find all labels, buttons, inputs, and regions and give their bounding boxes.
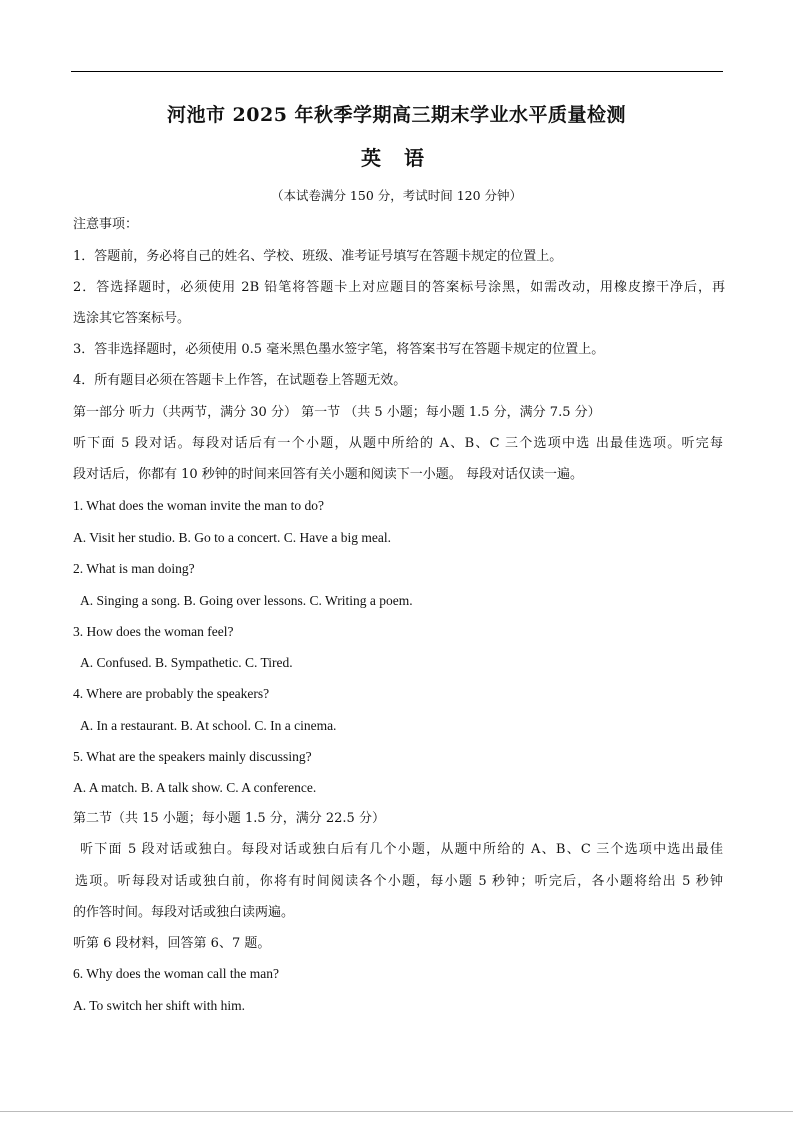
note-item-2-line-1: 2．答选择题时，必须使用 2B 铅笔将答题卡上对应题目的答案标号涂黑，如需改动，用橡皮擦干净后，再 <box>73 280 725 295</box>
part1-instructions-line-2: 段对话后，你都有 10 秒钟的时间来回答有关小题和阅读下一小题。 每段对话仅读一遍。 <box>73 467 583 482</box>
question-1-options: A. Visit her studio. B. Go to a concert. C. Have a big meal. <box>73 530 392 545</box>
question-6-option-a: A. To switch her shift with him. <box>73 998 246 1013</box>
exam-meta: （本试卷满分 150 分，考试时间 120 分钟） <box>270 188 523 203</box>
question-2: 2. What is man doing? <box>73 561 195 576</box>
question-1: 1. What does the woman invite the man to do? <box>73 498 324 513</box>
header-rule <box>71 71 723 72</box>
question-2-options: A. Singing a song. B. Going over lessons. C. Writing a poem. <box>80 593 413 608</box>
section2-instructions-line-3: 的作答时间。每段对话或独白读两遍。 <box>73 905 295 920</box>
question-5-options: A. A match. B. A talk show. C. A conference. <box>73 780 317 795</box>
question-5: 5. What are the speakers mainly discussing? <box>73 749 312 764</box>
note-item-4: 4．所有题目必须在答题卡上作答，在试题卷上答题无效。 <box>73 373 407 388</box>
question-4-options: A. In a restaurant. B. At school. C. In a cinema. <box>80 718 337 733</box>
question-4: 4. Where are probably the speakers? <box>73 686 270 701</box>
part1-heading: 第一部分 听力（共两节，满分 30 分） 第一节 （共 5 小题；每小题 1.5 分，满分 7.5 分） <box>73 405 601 420</box>
section2-instructions-line-2: 选项。听每段对话或独白前，你将有时间阅读各个小题，每小题 5 秒钟；听完后，各小题将给出 5 秒钟 <box>75 874 723 889</box>
subject-title: 英 语 <box>361 146 432 170</box>
section2-heading: 第二节（共 15 小题；每小题 1.5 分，满分 22.5 分） <box>73 811 385 826</box>
exam-title: 河池市 2025 年秋季学期高三期末学业水平质量检测 <box>166 104 627 126</box>
note-item-1: 1．答题前，务必将自己的姓名、学校、班级、准考证号填写在答题卡规定的位置上。 <box>73 249 563 264</box>
note-item-3: 3．答非选择题时，必须使用 0.5 毫米黑色墨水签字笔，将答案书写在答题卡规定的位置上。 <box>73 342 605 357</box>
question-3: 3. How does the woman feel? <box>73 624 234 639</box>
question-6: 6. Why does the woman call the man? <box>73 966 279 981</box>
footer-rule <box>0 1111 793 1112</box>
material-6-instruction: 听第 6 段材料，回答第 6、7 题。 <box>73 936 271 951</box>
notes-heading: 注意事项： <box>73 217 139 232</box>
question-3-options: A. Confused. B. Sympathetic. C. Tired. <box>80 655 293 670</box>
note-item-2-line-2: 选涂其它答案标号。 <box>73 311 191 326</box>
section2-instructions-line-1: 听下面 5 段对话或独白。每段对话或独白后有几个小题，从题中所给的 A、B、C 三个选项中选出最佳 <box>80 842 723 857</box>
part1-instructions-line-1: 听下面 5 段对话。每段对话后有一个小题，从题中所给的 A、B、C 三个选项中选 出最佳选项。听完每 <box>73 436 723 451</box>
